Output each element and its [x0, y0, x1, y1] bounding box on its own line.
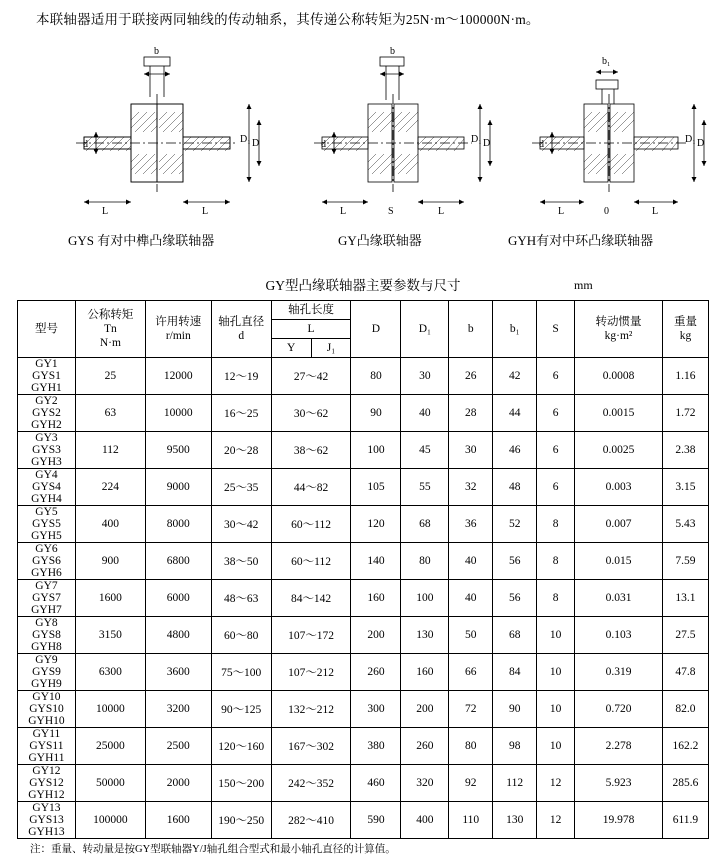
header-bore-length: 轴孔长度: [271, 301, 351, 320]
cell-D1: 320: [401, 765, 449, 802]
cell-torque: 112: [75, 432, 145, 469]
cell-inertia: 0.0008: [575, 358, 663, 395]
cell-speed: 6800: [145, 543, 211, 580]
table-row: [18, 469, 709, 506]
table-body: [18, 358, 709, 839]
cell-bore-diameter: 120～160: [211, 728, 271, 765]
cell-b1: 68: [493, 617, 537, 654]
cell-D1: 55: [401, 469, 449, 506]
cell-bore-diameter: 12～19: [211, 358, 271, 395]
cell-b1: 98: [493, 728, 537, 765]
cell-b: 40: [449, 580, 493, 617]
cell-bore-length: 132～212: [271, 691, 351, 728]
cell-speed: 9000: [145, 469, 211, 506]
cell-b: 36: [449, 506, 493, 543]
cell-D: 200: [351, 617, 401, 654]
cell-model: GY3 GYS3 GYH3: [18, 432, 76, 469]
svg-text:D: D: [483, 138, 491, 149]
cell-S: 6: [537, 432, 575, 469]
cell-inertia: 2.278: [575, 728, 663, 765]
cell-D1: 40: [401, 395, 449, 432]
svg-text:b: b: [390, 46, 395, 57]
cell-model: GY10 GYS10 GYH10: [18, 691, 76, 728]
header-model: 型号: [18, 301, 76, 358]
cell-bore-diameter: 38～50: [211, 543, 271, 580]
cell-D: 590: [351, 802, 401, 839]
table-row: [18, 580, 709, 617]
cell-torque: 6300: [75, 654, 145, 691]
gy-figure: [296, 42, 496, 237]
cell-bore-diameter: 48～63: [211, 580, 271, 617]
table-unit-label: mm: [574, 278, 593, 292]
table-note: 注：重量、转动量是按GY型联轴器Y/J轴孔组合型式和最小轴孔直径的计算值。: [30, 844, 396, 855]
figure-group: [18, 42, 712, 237]
cell-torque: 10000: [75, 691, 145, 728]
svg-text:D₁: D₁: [685, 134, 696, 145]
cell-bore-length: 84～142: [271, 580, 351, 617]
cell-b1: 84: [493, 654, 537, 691]
cell-speed: 3600: [145, 654, 211, 691]
cell-S: 12: [537, 802, 575, 839]
cell-speed: 3200: [145, 691, 211, 728]
cell-b1: 112: [493, 765, 537, 802]
cell-S: 10: [537, 654, 575, 691]
cell-inertia: 0.031: [575, 580, 663, 617]
cell-D1: 100: [401, 580, 449, 617]
cell-bore-diameter: 60～80: [211, 617, 271, 654]
svg-text:S: S: [388, 206, 394, 217]
header-D: D: [351, 301, 401, 358]
label-b: b: [154, 46, 159, 57]
cell-bore-length: 44～82: [271, 469, 351, 506]
cell-bore-diameter: 16～25: [211, 395, 271, 432]
cell-D1: 160: [401, 654, 449, 691]
figure-captions: [18, 230, 712, 252]
cell-b1: 52: [493, 506, 537, 543]
cell-D: 120: [351, 506, 401, 543]
table-row: [18, 802, 709, 839]
cell-S: 10: [537, 728, 575, 765]
table-row: [18, 543, 709, 580]
svg-text:0: 0: [604, 206, 609, 217]
cell-inertia: 0.015: [575, 543, 663, 580]
cell-bore-diameter: 25～35: [211, 469, 271, 506]
table-row: [18, 728, 709, 765]
header-bore-length-symbol: L: [271, 320, 351, 339]
cell-bore-diameter: 75～100: [211, 654, 271, 691]
header-speed: 许用转速 r/min: [145, 301, 211, 358]
cell-torque: 25: [75, 358, 145, 395]
cell-S: 6: [537, 395, 575, 432]
table-title: GY型凸缘联轴器主要参数与尺寸: [265, 278, 461, 293]
cell-speed: 1600: [145, 802, 211, 839]
cell-b1: 48: [493, 469, 537, 506]
cell-weight: 2.38: [662, 432, 708, 469]
svg-text:d: d: [321, 139, 326, 150]
cell-b: 72: [449, 691, 493, 728]
table-row: [18, 765, 709, 802]
cell-model: GY13 GYS13 GYH13: [18, 802, 76, 839]
cell-bore-length: 27～42: [271, 358, 351, 395]
cell-S: 8: [537, 580, 575, 617]
gys-figure: [56, 42, 266, 237]
cell-bore-length: 107～172: [271, 617, 351, 654]
cell-S: 6: [537, 469, 575, 506]
cell-bore-length: 107～212: [271, 654, 351, 691]
cell-bore-length: 30～62: [271, 395, 351, 432]
table-row: [18, 617, 709, 654]
label-D1: D₁: [240, 134, 251, 145]
label-L-right: L: [202, 206, 209, 217]
label-L-left: L: [102, 206, 109, 217]
cell-bore-diameter: 20～28: [211, 432, 271, 469]
cell-b1: 90: [493, 691, 537, 728]
cell-inertia: 0.720: [575, 691, 663, 728]
svg-text:L: L: [652, 206, 659, 217]
svg-text:L: L: [558, 206, 565, 217]
cell-inertia: 0.0015: [575, 395, 663, 432]
cell-S: 10: [537, 691, 575, 728]
cell-S: 12: [537, 765, 575, 802]
cell-weight: 285.6: [662, 765, 708, 802]
cell-weight: 611.9: [662, 802, 708, 839]
header-inertia: 转动惯量 kg·m²: [575, 301, 663, 358]
cell-S: 10: [537, 617, 575, 654]
caption-gy: GY凸缘联轴器: [338, 233, 422, 248]
cell-weight: 3.15: [662, 469, 708, 506]
header-b: b: [449, 301, 493, 358]
cell-model: GY2 GYS2 GYH2: [18, 395, 76, 432]
cell-weight: 7.59: [662, 543, 708, 580]
cell-weight: 1.72: [662, 395, 708, 432]
cell-speed: 10000: [145, 395, 211, 432]
caption-gys: GYS 有对中榫凸缘联轴器: [68, 233, 215, 248]
cell-weight: 162.2: [662, 728, 708, 765]
cell-model: GY12 GYS12 GYH12: [18, 765, 76, 802]
cell-D: 160: [351, 580, 401, 617]
cell-D1: 30: [401, 358, 449, 395]
cell-S: 8: [537, 506, 575, 543]
header-bore-length-j1: J₁: [311, 339, 351, 358]
table-row: [18, 432, 709, 469]
cell-weight: 5.43: [662, 506, 708, 543]
cell-model: GY5 GYS5 GYH5: [18, 506, 76, 543]
cell-weight: 47.8: [662, 654, 708, 691]
cell-b: 80: [449, 728, 493, 765]
cell-D: 80: [351, 358, 401, 395]
cell-b: 32: [449, 469, 493, 506]
cell-speed: 8000: [145, 506, 211, 543]
cell-inertia: 0.003: [575, 469, 663, 506]
cell-D1: 400: [401, 802, 449, 839]
gyh-figure: [518, 42, 713, 237]
header-weight: 重量 kg: [662, 301, 708, 358]
cell-torque: 400: [75, 506, 145, 543]
cell-b1: 56: [493, 580, 537, 617]
cell-bore-diameter: 190～250: [211, 802, 271, 839]
cell-D: 300: [351, 691, 401, 728]
header-D1: D₁: [401, 301, 449, 358]
cell-torque: 100000: [75, 802, 145, 839]
intro-paragraph: 本联轴器适用于联接两同轴线的传动轴系，其传递公称转矩为25N·m～100000N·m。: [36, 12, 540, 27]
svg-text:d: d: [539, 139, 544, 150]
cell-D1: 130: [401, 617, 449, 654]
cell-bore-diameter: 150～200: [211, 765, 271, 802]
cell-D1: 45: [401, 432, 449, 469]
cell-D: 460: [351, 765, 401, 802]
cell-b1: 56: [493, 543, 537, 580]
cell-weight: 13.1: [662, 580, 708, 617]
cell-b1: 130: [493, 802, 537, 839]
cell-torque: 63: [75, 395, 145, 432]
cell-D: 140: [351, 543, 401, 580]
table-row: [18, 691, 709, 728]
cell-bore-length: 282～410: [271, 802, 351, 839]
cell-D1: 68: [401, 506, 449, 543]
label-D: D: [252, 138, 260, 149]
cell-speed: 2500: [145, 728, 211, 765]
cell-inertia: 0.0025: [575, 432, 663, 469]
table-row: [18, 358, 709, 395]
cell-b: 50: [449, 617, 493, 654]
cell-b1: 42: [493, 358, 537, 395]
cell-speed: 9500: [145, 432, 211, 469]
cell-model: GY1 GYS1 GYH1: [18, 358, 76, 395]
cell-torque: 3150: [75, 617, 145, 654]
table-row: [18, 654, 709, 691]
cell-D1: 80: [401, 543, 449, 580]
cell-torque: 50000: [75, 765, 145, 802]
cell-b: 28: [449, 395, 493, 432]
cell-bore-length: 242～352: [271, 765, 351, 802]
cell-D: 105: [351, 469, 401, 506]
cell-D1: 200: [401, 691, 449, 728]
table-row: [18, 395, 709, 432]
cell-inertia: 0.007: [575, 506, 663, 543]
cell-b: 66: [449, 654, 493, 691]
cell-torque: 25000: [75, 728, 145, 765]
cell-D: 90: [351, 395, 401, 432]
label-d: d: [83, 139, 88, 150]
svg-text:b₁: b₁: [602, 56, 611, 67]
cell-bore-length: 38～62: [271, 432, 351, 469]
cell-model: GY9 GYS9 GYH9: [18, 654, 76, 691]
svg-text:D₁: D₁: [471, 134, 482, 145]
cell-torque: 224: [75, 469, 145, 506]
cell-inertia: 5.923: [575, 765, 663, 802]
cell-model: GY11 GYS11 GYH11: [18, 728, 76, 765]
cell-S: 8: [537, 543, 575, 580]
cell-bore-diameter: 30～42: [211, 506, 271, 543]
cell-weight: 27.5: [662, 617, 708, 654]
svg-text:D: D: [697, 138, 705, 149]
cell-b1: 46: [493, 432, 537, 469]
caption-gyh: GYH有对中环凸缘联轴器: [508, 233, 654, 248]
cell-b: 26: [449, 358, 493, 395]
table-row: [18, 506, 709, 543]
cell-bore-length: 60～112: [271, 506, 351, 543]
cell-model: GY4 GYS4 GYH4: [18, 469, 76, 506]
cell-torque: 1600: [75, 580, 145, 617]
cell-D: 380: [351, 728, 401, 765]
cell-inertia: 0.103: [575, 617, 663, 654]
cell-model: GY6 GYS6 GYH6: [18, 543, 76, 580]
cell-b: 30: [449, 432, 493, 469]
cell-bore-diameter: 90～125: [211, 691, 271, 728]
cell-weight: 1.16: [662, 358, 708, 395]
parameters-table: [17, 300, 709, 839]
cell-speed: 12000: [145, 358, 211, 395]
header-S: S: [537, 301, 575, 358]
header-b1: b₁: [493, 301, 537, 358]
cell-D: 260: [351, 654, 401, 691]
cell-speed: 4800: [145, 617, 211, 654]
cell-bore-length: 167～302: [271, 728, 351, 765]
cell-b: 92: [449, 765, 493, 802]
cell-b: 110: [449, 802, 493, 839]
cell-D: 100: [351, 432, 401, 469]
cell-weight: 82.0: [662, 691, 708, 728]
header-bore-diameter: 轴孔直径 d: [211, 301, 271, 358]
cell-D1: 260: [401, 728, 449, 765]
cell-model: GY7 GYS7 GYH7: [18, 580, 76, 617]
cell-S: 6: [537, 358, 575, 395]
header-torque: 公称转矩 Tn N·m: [75, 301, 145, 358]
cell-inertia: 19.978: [575, 802, 663, 839]
cell-speed: 6000: [145, 580, 211, 617]
cell-bore-length: 60～112: [271, 543, 351, 580]
cell-model: GY8 GYS8 GYH8: [18, 617, 76, 654]
svg-text:L: L: [340, 206, 347, 217]
cell-inertia: 0.319: [575, 654, 663, 691]
cell-b: 40: [449, 543, 493, 580]
cell-torque: 900: [75, 543, 145, 580]
svg-text:L: L: [438, 206, 445, 217]
cell-b1: 44: [493, 395, 537, 432]
header-bore-length-y: Y: [271, 339, 311, 358]
cell-speed: 2000: [145, 765, 211, 802]
